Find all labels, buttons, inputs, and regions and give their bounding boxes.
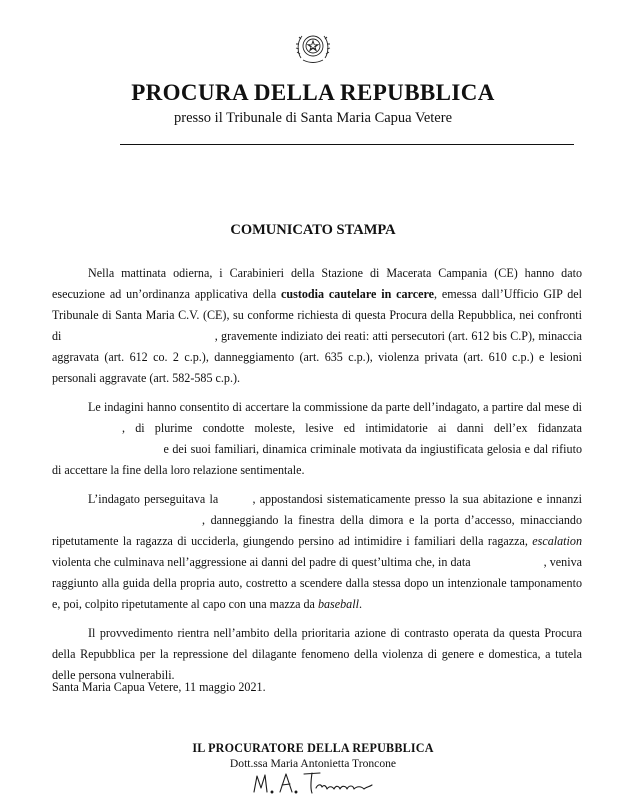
office-title: PROCURA DELLA REPUBBLICA — [131, 80, 495, 105]
redacted-place — [52, 523, 202, 524]
signature-name: Dott.ssa Maria Antonietta Troncone — [229, 757, 397, 770]
dateline: Santa Maria Capua Vetere, 11 maggio 2021. — [52, 680, 266, 694]
document-body — [52, 263, 582, 694]
document-heading: COMUNICATO STAMPA — [230, 222, 396, 238]
paragraph-3: L’indagato perseguitava la , appostandosi sistematicamente presso la sua abitazione e innanzi , danneggiando la finestra della dimora e la porta d’accesso, minacciando ripetutamente la ragazza di ucciderla, giungendo persino ad intimidire i familiari della ragazza, escalation violenta che culminava nell’aggressione ai danni del padre di quest’ultima che, in data , veniva raggiunto alla guida della propria auto, costretto a scendere dalla stessa dopo un intenzionale tamponamento e, poi, colpito ripetutamente al capo con una mazza da baseball. — [52, 492, 582, 611]
paragraph-4: Il provvedimento rientra nell’ambito della prioritaria azione di contrasto operata da questa Procura della Repubblica per la repressione del dilagante fenomeno della violenza di genere e domestica, a tutela delle persona vulnerabili. — [52, 626, 582, 682]
redacted-victim — [222, 502, 252, 503]
office-subtitle: presso il Tribunale di Santa Maria Capua Vetere — [174, 110, 452, 126]
signature-title: IL PROCURATORE DELLA REPUBBLICA — [192, 741, 434, 755]
italian-republic-emblem-icon — [295, 28, 331, 66]
redacted-name — [65, 339, 215, 340]
redacted-victim-name — [52, 452, 160, 453]
handwritten-signature — [250, 768, 375, 798]
paragraph-2: Le indagini hanno consentito di accertare la commissione da parte dell’indagato, a partire dal mese di , di plurime condotte moleste, lesive ed intimidatorie ai danni dell’ex fidanzata e dei suoi familiari, dinamica criminale motivata da ingiustificata gelosia e dal rifiuto di accettare la fine della loro relazione sentimentale. — [52, 400, 582, 477]
redacted-month — [52, 431, 122, 432]
paragraph-1: Nella mattinata odierna, i Carabinieri della Stazione di Macerata Campania (CE) hanno dato esecuzione ad un’ordinanza applicativa della custodia cautelare in carcere, emessa dall’Ufficio GIP del Tribunale di Santa Maria C.V. (CE), su conforme richiesta di questa Procura della Repubblica, nei confronti di , gravemente indiziato dei reati: atti persecutori (art. 612 bis C.P), minaccia aggravata (art. 612 co. 2 c.p.), danneggiamento (art. 635 c.p.), violenza privata (art. 610 c.p.) e lesioni personali aggravate (art. 582-585 c.p.). — [52, 266, 582, 385]
emphasis-custody: custodia cautelare in carcere — [281, 287, 434, 301]
redacted-date — [474, 565, 544, 566]
header-divider — [120, 144, 574, 145]
